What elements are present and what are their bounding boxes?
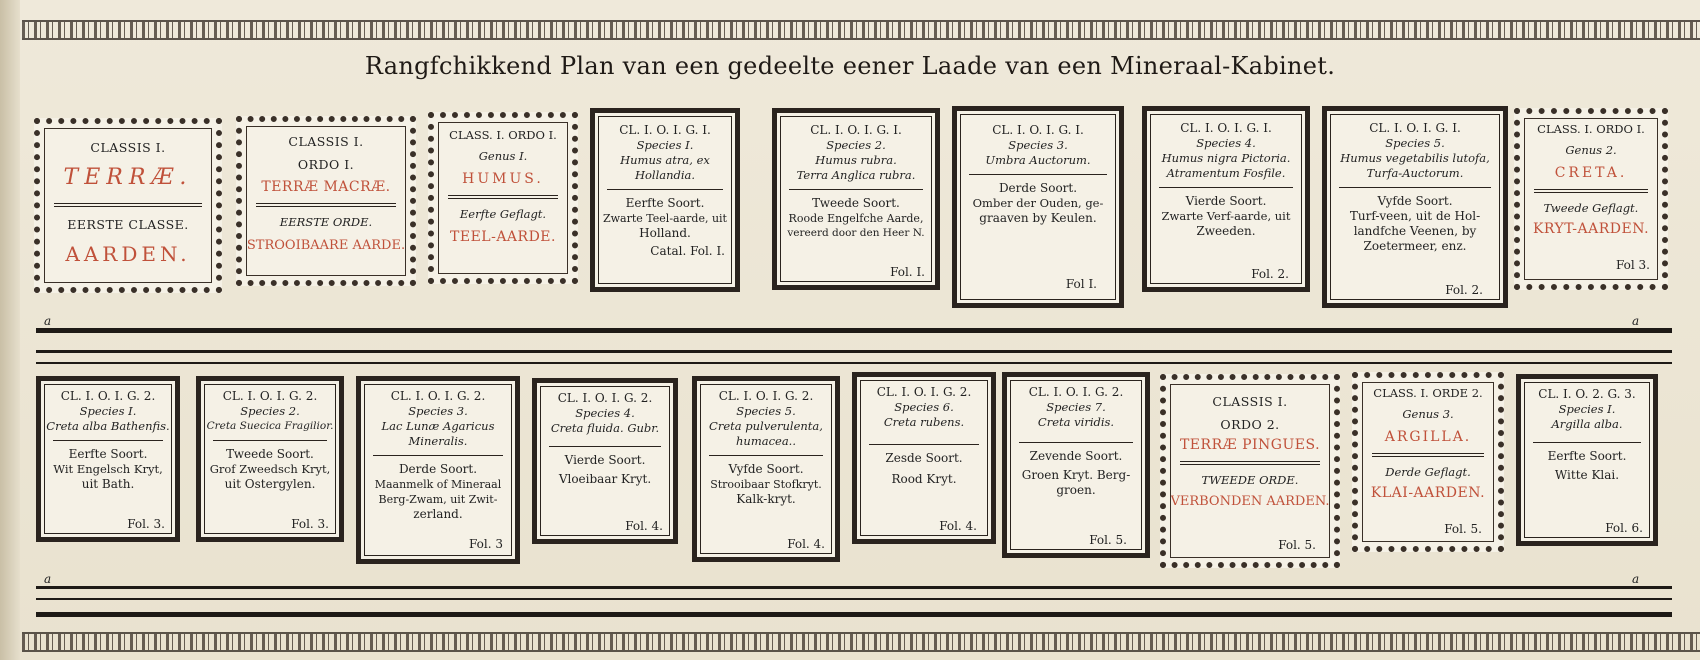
card-classis-terrae: CLASSIS I. TERRÆ. EERSTE CLASSE. AARDEN. [34, 118, 222, 293]
bottom-rule-2 [36, 598, 1672, 600]
card-creta-species-5: CL. I. O. I. G. 2. Species 5. Creta pulverulenta, humacea.. Vyfde Soort. Strooibaar Stofkryt. Kalk-kryt. Fol. 4. [692, 376, 840, 562]
bottom-rule-1 [36, 586, 1672, 589]
row-separator-rule-1 [36, 328, 1672, 333]
card-species-3-umbra: CL. I. O. I. G. I. Species 3. Umbra Auctorum. Derde Soort. Omber der Ouden, ge- graaven by Keulen. Fol I. [952, 106, 1124, 308]
card-species-2-humus-rubra: CL. I. O. I. G. I. Species 2. Humus rubra. Terra Anglica rubra. Tweede Soort. Roode Engelfche Aarde, vereerd door den Heer N. Fol. I. [772, 108, 940, 290]
row-marker-left-1: a [44, 314, 52, 328]
card-creta-species-7: CL. I. O. I. G. 2. Species 7. Creta viridis. Zevende Soort. Groen Kryt. Berg- groen. Fol. 5. [1002, 372, 1150, 558]
card-ordo-terrae-pingues: CLASSIS I. ORDO 2. TERRÆ PINGUES. TWEEDE ORDE. VERBONDEN AARDEN. Fol. 5. [1160, 374, 1340, 568]
card-creta-species-4: CL. I. O. I. G. 2. Species 4. Creta fluida. Gubr. Vierde Soort. Vloeibaar Kryt. Fol. 4. [532, 378, 678, 544]
ornamental-border-top [22, 20, 1700, 40]
card-ordo-terrae-macrae: CLASSIS I. ORDO I. TERRÆ MACRÆ. EERSTE ORDE. STROOIBAARE AARDE. [236, 116, 416, 286]
row-marker-left-2: a [44, 572, 52, 586]
bottom-rule-3 [36, 612, 1672, 617]
card-creta-species-2: CL. I. O. I. G. 2. Species 2. Creta Suecica Fragilior. Tweede Soort. Grof Zweedsch Kryt, uit Ostergylen. Fol. 3. [196, 376, 344, 542]
card-genus-argilla: CLASS. I. ORDE 2. Genus 3. ARGILLA. Derde Geflagt. KLAI-AARDEN. Fol. 5. [1352, 372, 1504, 552]
card-creta-species-3: CL. I. O. I. G. 2. Species 3. Lac Lunæ Agaricus Mineralis. Derde Soort. Maanmelk of Mineraal Berg-Zwam, uit Zwit- zerland. Fol. 3 [356, 376, 520, 564]
ornamental-border-bottom [22, 632, 1700, 652]
card-genus-humus: CLASS. I. ORDO I. Genus I. HUMUS. Eerfte Geflagt. TEEL-AARDE. [428, 112, 578, 284]
plate-title: Rangfchikkend Plan van een gedeelte eener Laade van een Mineraal-Kabinet. [364, 52, 1336, 80]
card-creta-species-1: CL. I. O. I. G. 2. Species I. Creta alba Bathenfis. Eerfte Soort. Wit Engelsch Kryt, uit Bath. Fol. 3. [36, 376, 180, 542]
card-species-4-humus-nigra: CL. I. O. I. G. I. Species 4. Humus nigra Pictoria. Atramentum Fosfile. Vierde Soort. Zwarte Verf-aarde, uit Zweeden. Fol. 2. [1142, 106, 1310, 292]
card-species-1-humus-atra: CL. I. O. I. G. I. Species I. Humus atra, ex Hollandia. Eerfte Soort. Zwarte Teel-aarde, uit Holland. Catal. Fol. I. [590, 108, 740, 292]
row-separator-rule-3 [36, 362, 1672, 364]
row-separator-rule-2 [36, 350, 1672, 353]
card-argilla-species-1: CL. I. O. 2. G. 3. Species I. Argilla alba. Eerfte Soort. Witte Klai. Fol. 6. [1516, 374, 1658, 546]
card-genus-creta: CLASS. I. ORDO I. Genus 2. CRETA. Tweede Geflagt. KRYT-AARDEN. Fol 3. [1514, 108, 1668, 290]
row-marker-right-1: a [1632, 314, 1640, 328]
page-fold-edge [0, 0, 20, 660]
row-marker-right-2: a [1632, 572, 1640, 586]
card-creta-species-6: CL. I. O. I. G. 2. Species 6. Creta rubens. Zesde Soort. Rood Kryt. Fol. 4. [852, 372, 996, 544]
card-species-5-humus-vegetabilis: CL. I. O. I. G. I. Species 5. Humus vegetabilis lutofa, Turfa-Auctorum. Vyfde Soort. Turf-veen, uit de Hol- landfche Veenen, by Zoetermeer, enz. Fol. 2. [1322, 106, 1508, 308]
